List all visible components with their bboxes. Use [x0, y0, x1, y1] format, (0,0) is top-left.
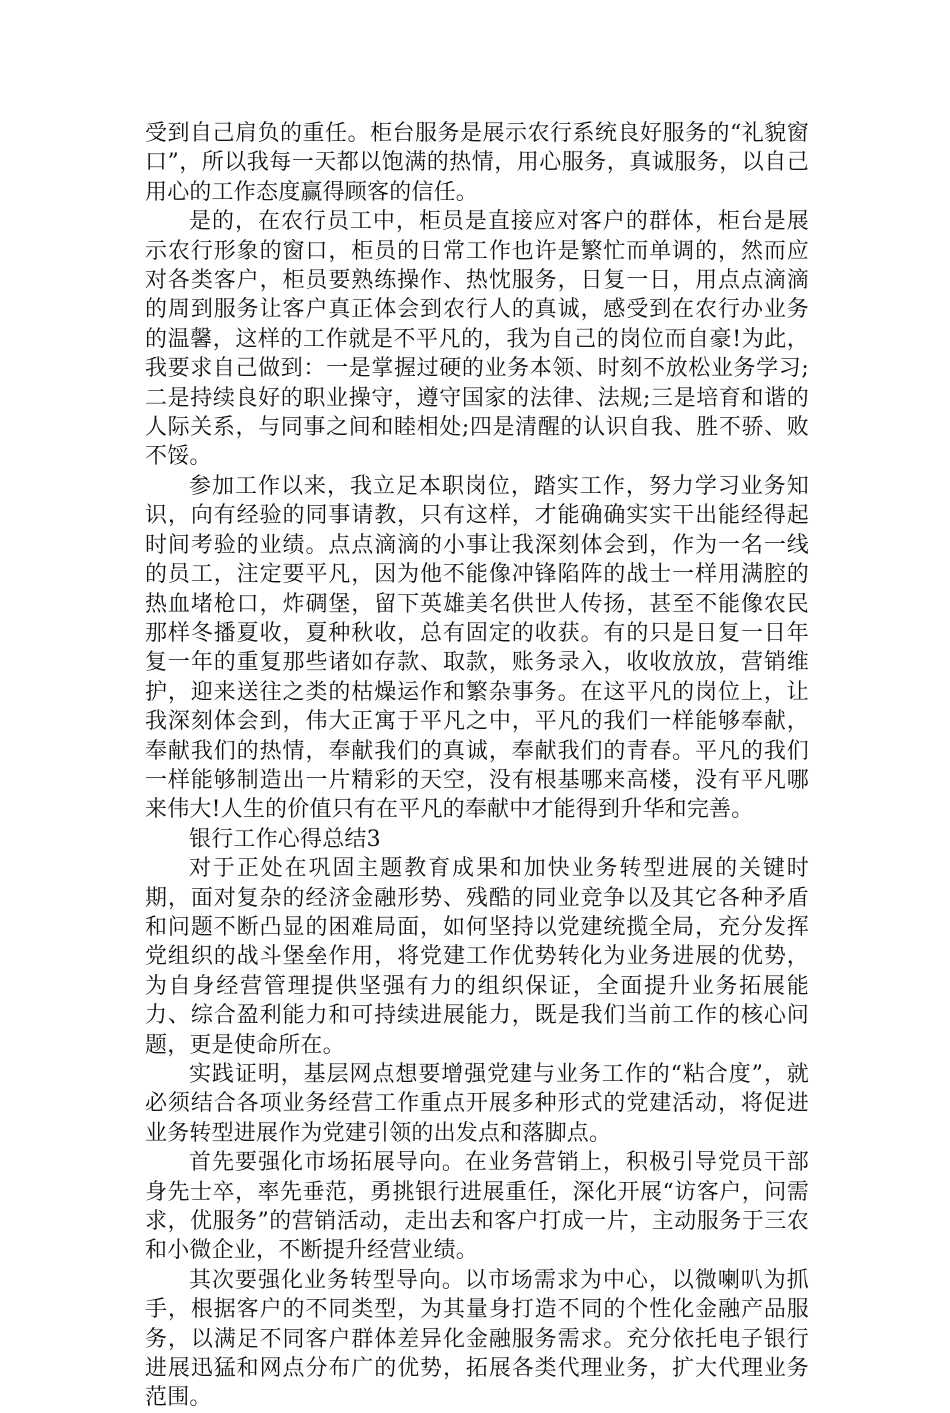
paragraph-business-transformation: 其次要强化业务转型导向。以市场需求为中心，以微喇叭为抓手，根据客户的不同类型，为其量身打造不同的个性化金融产品服务，以满足不同客户群体差异化金融服务需求。充分依托电子银行进展迅猛和网点分布广的优势，拓展各类代理业务，扩大代理业务范围。 [145, 1267, 809, 1411]
paragraph-practice-proves: 实践证明，基层网点想要增强党建与业务工作的“粘合度”，就必须结合各项业务经营工作重点开展多种形式的党建活动，将促进业务转型进展作为党建引领的出发点和落脚点。 [145, 1062, 809, 1146]
paragraph-continuation: 受到自己肩负的重任。柜台服务是展示农行系统良好服务的“礼貌窗口”，所以我每一天都以饱满的热情，用心服务，真诚服务，以自己用心的工作态度赢得顾客的信任。 [145, 121, 809, 205]
paragraph-market-expansion: 首先要强化市场拓展导向。在业务营销上，积极引导党员干部身先士卒，率先垂范，勇挑银行进展重任，深化开展“访客户，问需求，优服务”的营销活动，走出去和客户打成一片，主动服务于三农和小微企业，不断提升经营业绩。 [145, 1150, 809, 1264]
paragraph-since-joining: 参加工作以来，我立足本职岗位，踏实工作，努力学习业务知识，向有经验的同事请教，只有这样，才能确确实实干出能经得起时间考验的业绩。点点滴滴的小事让我深刻体会到，作为一名一线的员工，注定要平凡，因为他不能像冲锋陷阵的战士一样用满腔的热血堵枪口，炸碉堡，留下英雄美名供世人传扬，甚至不能像农民那样冬播夏收，夏种秋收，总有固定的收获。有的只是日复一日年复一年的重复那些诸如存款、取款，账务录入，收收放放，营销维护，迎来送往之类的枯燥运作和繁杂事务。在这平凡的岗位上，让我深刻体会到，伟大正寓于平凡之中，平凡的我们一样能够奉献，奉献我们的热情，奉献我们的真诚，奉献我们的青春。平凡的我们一样能够制造出一片精彩的天空，没有根基哪来高楼，没有平凡哪来伟大!人生的价值只有在平凡的奉献中才能得到升华和完善。 [145, 473, 809, 823]
section-heading: 银行工作心得总结3 [189, 826, 381, 852]
document-body [145, 119, 809, 1413]
paragraph-key-period: 对于正处在巩固主题教育成果和加快业务转型进展的关键时期，面对复杂的经济金融形势、残酷的同业竞争以及其它各种矛盾和问题不断凸显的困难局面，如何坚持以党建统揽全局，充分发挥党组织的战斗堡垒作用，将党建工作优势转化为业务进展的优势，为自身经营管理提供坚强有力的组织保证，全面提升业务拓展能力、综合盈利能力和可持续进展能力，既是我们当前工作的核心问题，更是使命所在。 [145, 856, 809, 1058]
paragraph-teller-work: 是的，在农行员工中，柜员是直接应对客户的群体，柜台是展示农行形象的窗口，柜员的日常工作也许是繁忙而单调的，然而应对各类客户，柜员要熟练操作、热忱服务，日复一日，用点点滴滴的周到服务让客户真正体会到农行人的真诚，感受到在农行办业务的温馨，这样的工作就是不平凡的，我为自己的岗位而自豪!为此，我要求自己做到：一是掌握过硬的业务本领、时刻不放松业务学习;二是持续良好的职业操守，遵守国家的法律、法规;三是培育和谐的人际关系，与同事之间和睦相处;四是清醒的认识自我、胜不骄、败不馁。 [145, 209, 809, 470]
